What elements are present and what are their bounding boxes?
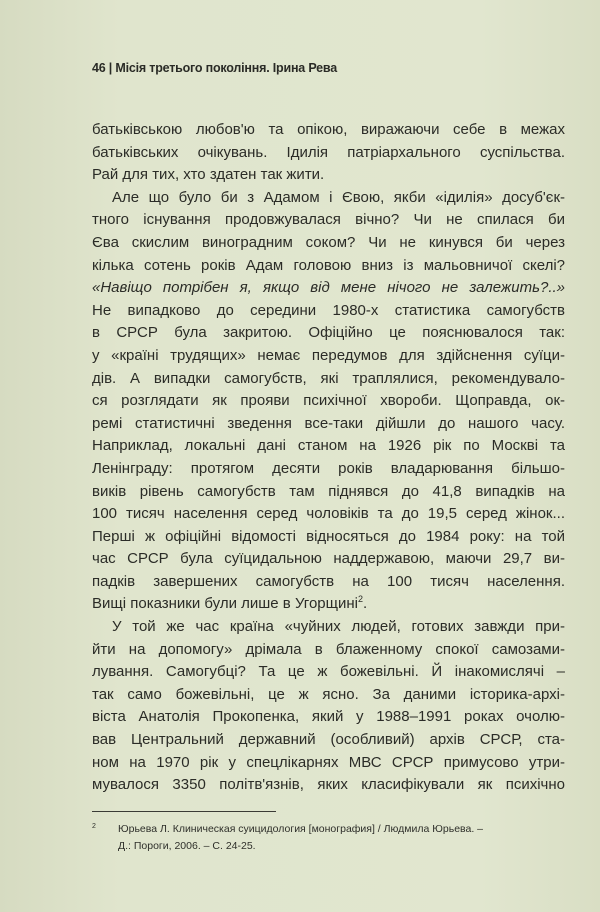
text-line: дів. А випадки самогубств, які траплялися, рекомендувало-: [92, 369, 565, 387]
text-line: Єва скислим виноградним соком? Чи не кинувся би через: [92, 233, 565, 251]
text-line: так само божевільні, це ж ясно. За даними історика-архі-: [92, 685, 565, 703]
text-line: падків завершених самогубств на 100 тисяч населення.: [92, 572, 565, 590]
text-line: у «країні трудящих» немає передумов для здійснення суїци-: [92, 346, 565, 364]
text-line: ном на 1970 рік у спецлікарнях МВС СРСР примусово утри-: [92, 753, 565, 771]
text-line: йти на допомогу» дрімала в блаженному спокої самозами-: [92, 640, 565, 658]
footnote-line: Д.: Пороги, 2006. – С. 24-25.: [118, 840, 256, 852]
text-line: Не випадково до середини 1980-х статистика самогубств: [92, 301, 565, 319]
text-line: лування. Самогубці? Та це ж божевільні. Й інакомислячі –: [92, 663, 565, 681]
footnote-reference[interactable]: 2: [357, 594, 363, 605]
footnote: [92, 821, 532, 855]
text-line: ся розглядати як прояви психічної хвороби. Щоправда, ок-: [92, 392, 565, 410]
paragraph: [92, 187, 565, 616]
text-line: виків рівень самогубств там піднявся до 41,8 випадків на: [92, 482, 565, 500]
footnote-line: Юрьева Л. Клиническая суицидология [монография] / Людмила Юрьева. –: [118, 823, 484, 835]
text-line: Рай для тих, хто здатен так жити.: [92, 166, 325, 184]
text-line: кілька сотень років Адам головою вниз із мальовничої скелі?: [92, 256, 565, 274]
text-line: Перші ж офіційні відомості відносяться до 1984 року: на той: [92, 527, 565, 545]
text-line: батьківських очікувань. Ідилія патріархального суспільства.: [92, 143, 565, 161]
running-header: [92, 61, 337, 75]
text-line: час СРСР була суїцидальною наддержавою, маючи 29,7 ви-: [92, 550, 565, 568]
book-title-author: Місія третього покоління. Ірина Рева: [115, 61, 337, 75]
body-text: [92, 119, 565, 797]
text-line: батьківською любов'ю та опікою, виражаючи себе в межах: [92, 121, 565, 138]
text-line: ремі статистичні зведення все-таки дійшли до нашого часу.: [92, 414, 565, 432]
text-line: 100 тисяч населення серед чоловіків та до 19,5 серед жінок...: [92, 505, 565, 523]
header-separator: |: [108, 61, 113, 75]
paragraph: [92, 119, 565, 187]
text-line: Наприклад, локальні дані станом на 1926 рік по Москві та: [92, 437, 565, 455]
paragraph: [92, 616, 565, 797]
text-line: мувалося 3350 політв'язнів, яких класифікували як психічно: [92, 776, 565, 794]
text-line: Але що було би з Адамом і Євою, якби «ідилія» досуб'єк-: [112, 188, 565, 206]
text-line: віста Анатолія Прокопенка, який у 1988–1991 роках очолю-: [92, 708, 565, 726]
footnote-mark: 2: [92, 823, 96, 830]
text-line: вав Центральний державний (особливий) архів СРСР, ста-: [92, 731, 565, 749]
text-line: У той же час країна «чуйних людей, готових завжди при-: [112, 618, 565, 636]
text-line: Ленінграду: протягом десяти років владарювання більшо-: [92, 459, 565, 477]
italic-quote-line: «Навіщо потрібен я, якщо від мене нічого не залежить?..»: [92, 279, 565, 297]
text-line-with-footnote: Вищі показники були лише в Угорщині$^2$.: [92, 594, 368, 613]
text-line: в СРСР була закритою. Офіційно це пояснювалося так:: [92, 324, 565, 342]
text-line: Вищі показники були лише в Угорщині: [92, 595, 358, 613]
footnote-divider: [92, 811, 276, 812]
page-number: 46: [92, 61, 106, 75]
text-line: тного існування продовжувалася вічно? Чи не спилася би: [92, 211, 565, 229]
